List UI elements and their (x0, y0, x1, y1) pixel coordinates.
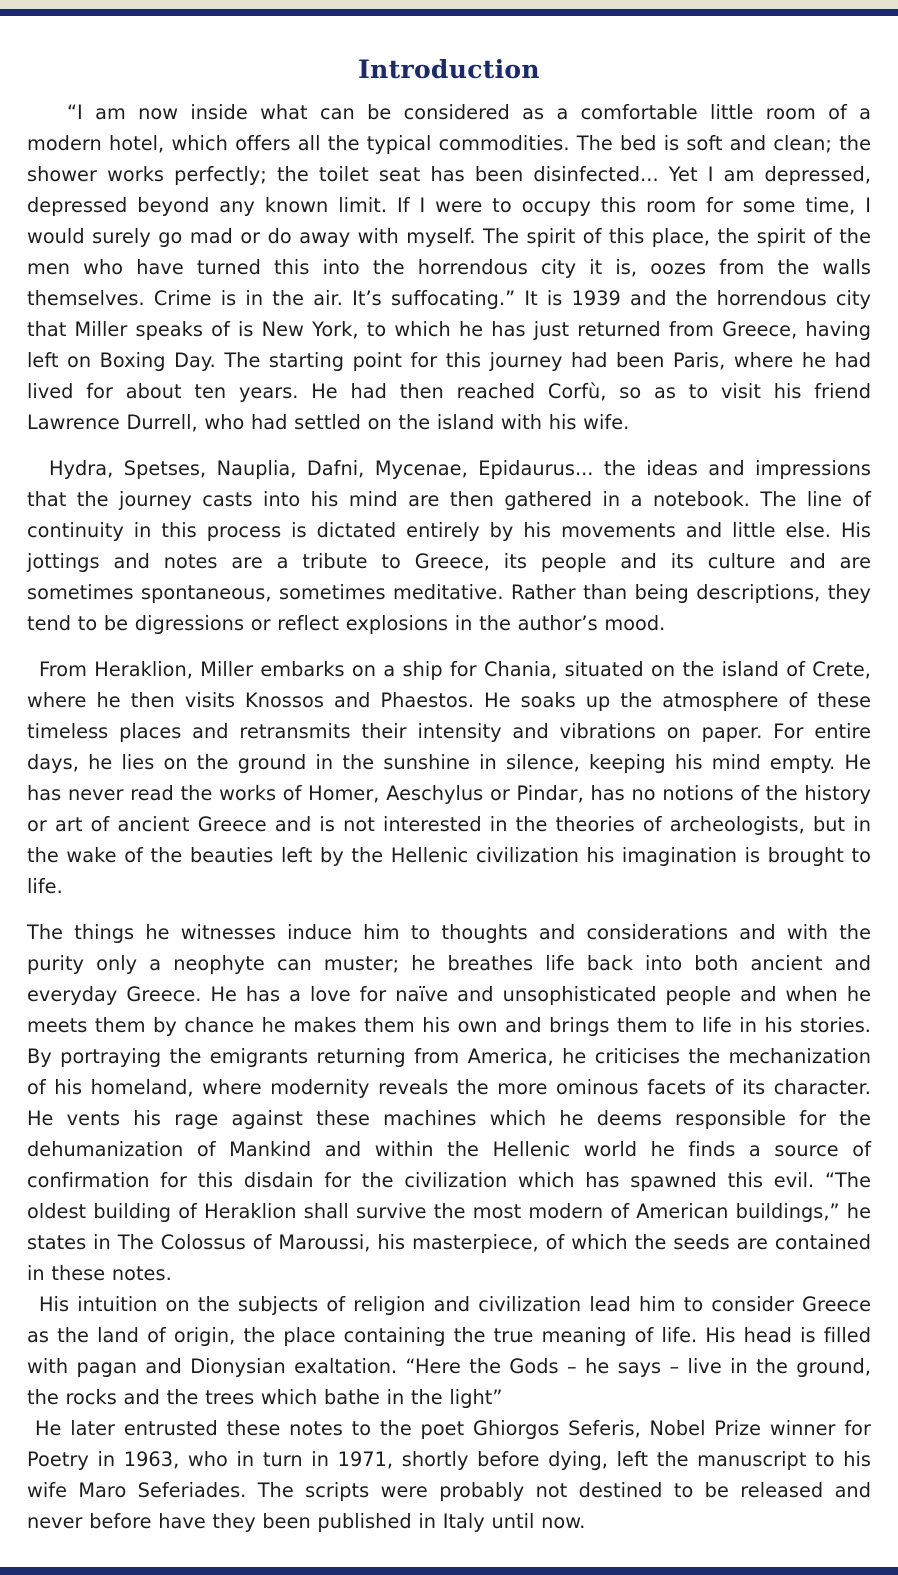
paragraph-4: The things he witnesses induce him to thoughts and considerations and with the purity only a neophyte can muster; he breathes life back into both ancient and everyday Greece. He has a love for naïve and unsophisticated people and when he meets them by chance he makes them his own and brings them to life in his stories. By portraying the emigrants returning from America, he criticises the mechanization of his homeland, where modernity reveals the more ominous facets of its character. He vents his rage against these machines which he deems responsible for the dehumanization of Mankind and within the Hellenic world he finds a source of confirmation for this disdain for the civilization which has spawned this evil. “The oldest building of Heraklion shall survive the most modern of American buildings,” he states in The Colossus of Maroussi, his masterpiece, of which the seeds are contained in these notes. (27, 921, 871, 1285)
paragraph-3: From Heraklion, Miller embarks on a ship for Chania, situated on the island of Crete, where he then visits Knossos and Phaestos. He soaks up the atmosphere of these timeless places and retransmits their intensity and vibrations on paper. For entire days, he lies on the ground in the sunshine in silence, keeping his mind empty. He has never read the works of Homer, Aeschylus or Pindar, has no notions of the history or art of ancient Greece and is not interested in the theories of archeologists, but in the wake of the beauties left by the Hellenic civilization his imagination is brought to life. (27, 658, 871, 898)
bottom-border-bar (0, 1567, 898, 1575)
top-decorative-strip (0, 0, 898, 9)
paragraph-6: He later entrusted these notes to the poet Ghiorgos Seferis, Nobel Prize winner for Poetry in 1963, who in turn in 1971, shortly before dying, left the manuscript to his wife Maro Seferiades. The scripts were probably not destined to be released and never before have they been published in Italy until now. (27, 1417, 871, 1533)
paragraph-1: “I am now inside what can be considered as a comfortable little room of a modern hotel, which offers all the typical commodities. The bed is soft and clean; the shower works perfectly; the toilet seat has been disinfected... Yet I am depressed, depressed beyond any known limit. If I were to occupy this room for some time, I would surely go mad or do away with myself. The spirit of this place, the spirit of the men who have turned this into the horrendous city it is, oozes from the walls themselves. Crime is in the air. It’s suffocating.” It is 1939 and the horrendous city that Miller speaks of is New York, to which he has just returned from Greece, having left on Boxing Day. The starting point for this journey had been Paris, where he had lived for about ten years. He had then reached Corfù, so as to visit his friend Lawrence Durrell, who had settled on the island with his wife. (27, 101, 871, 434)
paragraph-5: His intuition on the subjects of religion and civilization lead him to consider Greece as the land of origin, the place containing the true meaning of life. His head is filled with pagan and Dionysian exaltation. “Here the Gods – he says – live in the ground, the rocks and the trees which bathe in the light” (27, 1293, 871, 1409)
page-title: Introduction (358, 54, 540, 84)
top-border-bar (0, 9, 898, 16)
paragraph-2: Hydra, Spetses, Nauplia, Dafni, Mycenae, Epidaurus... the ideas and impressions that the journey casts into his mind are then gathered in a notebook. The line of continuity in this process is dictated entirely by his movements and little else. His jottings and notes are a tribute to Greece, its people and its culture and are sometimes spontaneous, sometimes meditative. Rather than being descriptions, they tend to be digressions or reflect explosions in the author’s mood. (27, 457, 871, 635)
body-text (27, 97, 871, 1537)
